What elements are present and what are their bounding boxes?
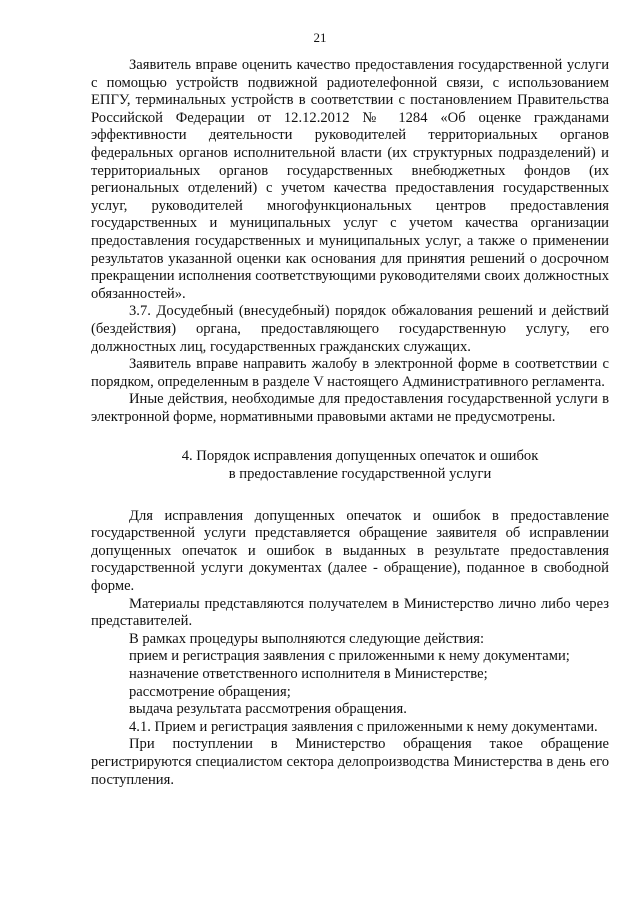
section-4-heading <box>91 448 609 483</box>
paragraph-section-4-1: 4.1. Прием и регистрация заявления с приложенными к нему документами. <box>129 718 598 735</box>
section-heading-line-2: в предоставление государственной услуги <box>228 466 492 483</box>
paragraph-correction-request: Для исправления допущенных опечаток и ошибок в предоставление государственной услуги представляется обращение заявителя об исправлении допущенных опечаток и ошибок в выданных в результате предоставления государственной услуги документах (далее - обращение), поданное в свободной форме. <box>91 507 609 595</box>
paragraph-other-actions: Иные действия, необходимые для предоставления государственной услуги в электронной форме, нормативными правовыми актами не предусмотрены. <box>91 391 609 425</box>
list-item-result: выдача результата рассмотрения обращения. <box>129 701 407 718</box>
paragraph-complaint: Заявитель вправе направить жалобу в электронной форме в соответствии с порядком, определенным в разделе V настоящего Административного регламента. <box>91 356 609 390</box>
paragraph-materials: Материалы представляются получателем в Министерство лично либо через представителей. <box>91 595 609 630</box>
page-number: 21 <box>313 30 327 45</box>
document-body <box>91 57 609 789</box>
paragraph-quality-assessment: Заявитель вправе оценить качество предоставления государственной услуги с помощью устройств подвижной радиотелефонной связи, с использованием ЕПГУ, терминальных устройств в соответствии с постановлением Правительства Российской Федерации от 12.12.2012 № 1284 «Об оценке гражданами эффективности деятельности руководителей территориальных органов федеральных органов исполнительной власти (их структурных подразделений) и территориальных органов государственных внебюджетных фондов (их региональных отделений) с учетом качества предоставления государственных услуг, руководителей многофункциональных центров предоставления государственных и муниципальных услуг с учетом качества организации предоставления государственных и муниципальных услуг, а также о применении результатов указанной оценки как основания для принятия решений о досрочном прекращении исполнения соответствующими руководителями своих должностных обязанностей». <box>91 57 609 302</box>
paragraph-registration-day: При поступлении в Министерство обращения такое обращение регистрируются специалистом сектора делопроизводства Министерства в день его поступления. <box>91 736 609 788</box>
paragraph-section-3-7: 3.7. Досудебный (внесудебный) порядок обжалования решений и действий (бездействия) органа, предоставляющего государственную услугу, его должностных лиц, государственных гражданских служащих. <box>91 303 609 355</box>
list-item-assignment: назначение ответственного исполнителя в Министерстве; <box>129 666 488 682</box>
list-item-review: рассмотрение обращения; <box>129 683 291 700</box>
list-item-registration: прием и регистрация заявления с приложенными к нему документами; <box>129 648 570 665</box>
section-heading-line-1: 4. Порядок исправления допущенных опечаток и ошибок <box>181 448 539 465</box>
paragraph-procedure-intro: В рамках процедуры выполняются следующие действия: <box>129 630 485 647</box>
